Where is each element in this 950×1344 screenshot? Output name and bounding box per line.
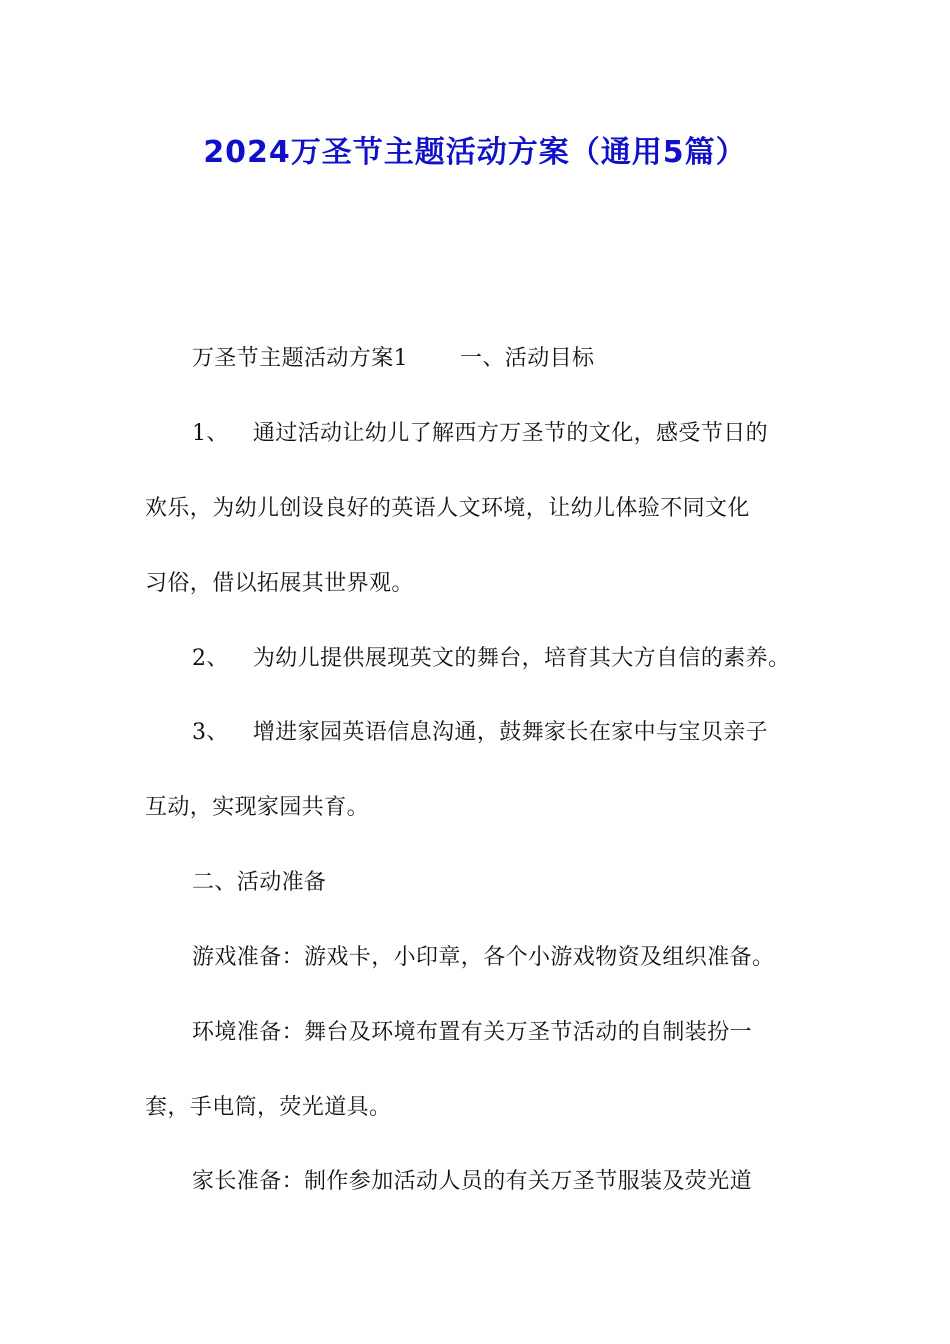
document-title: 2024万圣节主题活动方案（通用5篇） [203, 135, 747, 170]
item-number: 1、 [192, 421, 229, 446]
item-text: 为幼儿提供展现英文的舞台，培育其大方自信的素养。 [252, 646, 791, 671]
paragraph-line: 套，手电筒，荧光道具。 [145, 1095, 392, 1120]
item-text: 增进家园英语信息沟通，鼓舞家长在家中与宝贝亲子 [252, 720, 769, 745]
paragraph-line: 互动，实现家园共育。 [145, 795, 370, 820]
paragraph-line: 游戏准备：游戏卡，小印章，各个小游戏物资及组织准备。 [192, 945, 775, 970]
paragraph-line: 家长准备：制作参加活动人员的有关万圣节服装及荧光道 [192, 1169, 753, 1194]
paragraph-line: 欢乐，为幼儿创设良好的英语人文环境，让幼儿体验不同文化 [145, 496, 750, 521]
item-number: 2、 [192, 646, 229, 671]
paragraph-line [192, 416, 768, 452]
paragraph-line [192, 715, 768, 751]
section-heading: 一、活动目标 [460, 346, 595, 371]
paragraph-line: 习俗，借以拓展其世界观。 [145, 571, 414, 596]
section-heading: 二、活动准备 [192, 870, 327, 895]
item-number: 3、 [192, 720, 229, 745]
section-heading-line [192, 341, 594, 377]
paragraph-line [192, 641, 790, 677]
item-text: 通过活动让幼儿了解西方万圣节的文化，感受节日的 [252, 421, 769, 446]
plan-heading: 万圣节主题活动方案1 [192, 346, 408, 371]
paragraph-line: 环境准备：舞台及环境布置有关万圣节活动的自制装扮一 [192, 1020, 753, 1045]
